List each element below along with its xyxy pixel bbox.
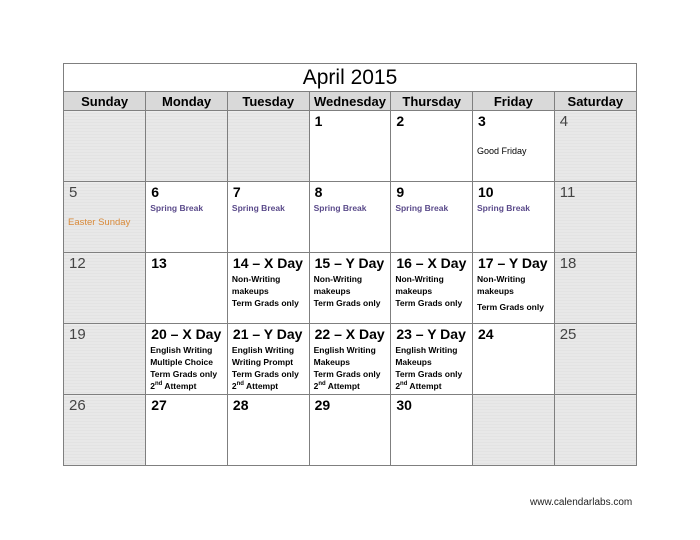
- week-row: [64, 111, 636, 182]
- week-row: [64, 182, 636, 253]
- day-cell[interactable]: [146, 182, 228, 253]
- weekday-wednesday: Wednesday: [309, 92, 391, 111]
- day-number: 22 – X Day: [314, 326, 385, 342]
- day-note: Multiple Choice: [150, 357, 214, 367]
- day-cell[interactable]: [473, 111, 555, 182]
- day-note: Term Grads only: [313, 369, 381, 379]
- day-cell[interactable]: [146, 395, 228, 466]
- day-note: English Writing: [150, 345, 213, 355]
- day-cell[interactable]: [64, 324, 146, 395]
- day-cell[interactable]: [473, 182, 555, 253]
- weekday-saturday: Saturday: [554, 92, 636, 111]
- day-note: Good Friday: [477, 146, 527, 156]
- day-note: Makeups: [313, 357, 350, 367]
- weekday-monday: Monday: [146, 92, 228, 111]
- day-number: 20 – X Day: [151, 326, 222, 342]
- day-cell[interactable]: [146, 111, 228, 182]
- day-cell[interactable]: [64, 111, 146, 182]
- day-note: Makeups: [395, 357, 432, 367]
- day-note: Term Grads only: [231, 298, 299, 308]
- day-note: Non-Writing: [313, 274, 363, 284]
- day-number: 5: [69, 184, 78, 201]
- day-number: 1: [314, 113, 323, 129]
- day-number: 7: [232, 184, 241, 200]
- day-number: 16 – X Day: [396, 255, 467, 271]
- day-cell[interactable]: [64, 395, 146, 466]
- day-note: Term Grads only: [395, 298, 463, 308]
- day-cell[interactable]: [473, 395, 555, 466]
- day-cell[interactable]: [309, 324, 391, 395]
- day-number: 9: [396, 184, 405, 200]
- day-number: 19: [69, 326, 86, 343]
- day-number: 2: [396, 113, 405, 129]
- day-note: 2nd Attempt: [313, 381, 360, 391]
- footer-url: www.calendarlabs.com: [530, 497, 633, 508]
- day-cell[interactable]: [391, 395, 473, 466]
- day-note: Non-Writing: [231, 274, 281, 284]
- day-number: 25: [559, 326, 577, 343]
- day-note: Easter Sunday: [68, 217, 131, 228]
- day-note: 2nd Attempt: [395, 381, 442, 391]
- day-note: Non-Writing: [395, 274, 444, 284]
- weekday-thursday: Thursday: [391, 92, 473, 111]
- week-row: [64, 253, 636, 324]
- day-cell[interactable]: [391, 182, 473, 253]
- day-cell[interactable]: [309, 182, 391, 253]
- day-cell[interactable]: [473, 324, 555, 395]
- day-note: 2nd Attempt: [231, 381, 279, 391]
- day-cell[interactable]: [64, 182, 146, 253]
- day-note: English Writing: [231, 345, 295, 355]
- day-cell[interactable]: [227, 324, 309, 395]
- day-note: Writing Prompt: [231, 357, 294, 367]
- day-cell[interactable]: [391, 324, 473, 395]
- day-number: 24: [478, 326, 494, 342]
- day-note: makeups: [313, 286, 351, 296]
- day-cell[interactable]: [391, 253, 473, 324]
- calendar-title: April 2015: [64, 64, 636, 92]
- day-number: 10: [478, 184, 494, 200]
- calendar: [63, 63, 637, 466]
- day-cell[interactable]: [146, 253, 228, 324]
- weekday-friday: Friday: [473, 92, 555, 111]
- day-number: 17 – Y Day: [478, 255, 548, 271]
- day-number: 6: [151, 184, 159, 200]
- day-number: 30: [396, 397, 412, 413]
- day-note: makeups: [395, 286, 433, 296]
- day-number: 11: [559, 184, 576, 201]
- day-number: 26: [69, 397, 86, 414]
- day-number: 18: [559, 255, 577, 272]
- day-note: English Writing: [395, 345, 458, 355]
- day-cell[interactable]: [309, 111, 391, 182]
- day-number: 15 – Y Day: [314, 255, 385, 271]
- day-number: 29: [314, 397, 331, 413]
- day-note: Term Grads only: [231, 369, 299, 379]
- day-cell[interactable]: [227, 253, 309, 324]
- day-number: 4: [559, 113, 569, 130]
- day-note: 2nd Attempt: [150, 381, 197, 391]
- day-number: 13: [151, 255, 167, 271]
- day-note: Term Grads only: [313, 298, 381, 308]
- day-note: Term Grads only: [150, 369, 218, 379]
- day-note: makeups: [231, 286, 269, 296]
- day-number: 3: [478, 113, 486, 129]
- week-row: [64, 395, 636, 466]
- week-row: [64, 324, 636, 395]
- day-number: 27: [151, 397, 167, 413]
- day-cell[interactable]: [227, 111, 309, 182]
- calendar-grid: [64, 92, 636, 465]
- day-cell[interactable]: [309, 395, 391, 466]
- day-number: 23 – Y Day: [396, 326, 466, 342]
- day-cell[interactable]: [309, 253, 391, 324]
- day-note: English Writing: [313, 345, 376, 355]
- day-cell[interactable]: [473, 253, 555, 324]
- day-note: Term Grads only: [477, 302, 544, 312]
- day-cell[interactable]: [554, 111, 636, 182]
- day-cell[interactable]: [554, 182, 636, 253]
- day-cell[interactable]: [391, 111, 473, 182]
- day-cell[interactable]: [227, 395, 309, 466]
- day-note: makeups: [477, 286, 514, 296]
- day-number: 12: [69, 255, 86, 272]
- day-cell[interactable]: [146, 324, 228, 395]
- weekday-header-row: [64, 92, 636, 111]
- day-note: Term Grads only: [395, 369, 463, 379]
- day-number: 14 – X Day: [232, 255, 303, 271]
- day-number: 28: [232, 397, 249, 413]
- weekday-tuesday: Tuesday: [227, 92, 309, 111]
- day-note: Non-Writing: [477, 274, 526, 284]
- day-note: Spring Break: [313, 203, 367, 213]
- day-cell[interactable]: [227, 182, 309, 253]
- day-note: Spring Break: [231, 203, 285, 213]
- day-cell[interactable]: [554, 324, 636, 395]
- day-cell[interactable]: [554, 395, 636, 466]
- day-note: Spring Break: [150, 203, 204, 213]
- day-note: Spring Break: [395, 203, 449, 213]
- day-number: 8: [314, 184, 323, 200]
- day-cell[interactable]: [64, 253, 146, 324]
- day-number: 21 – Y Day: [232, 326, 303, 342]
- day-note: Spring Break: [477, 203, 530, 213]
- weekday-sunday: Sunday: [64, 92, 146, 111]
- day-cell[interactable]: [554, 253, 636, 324]
